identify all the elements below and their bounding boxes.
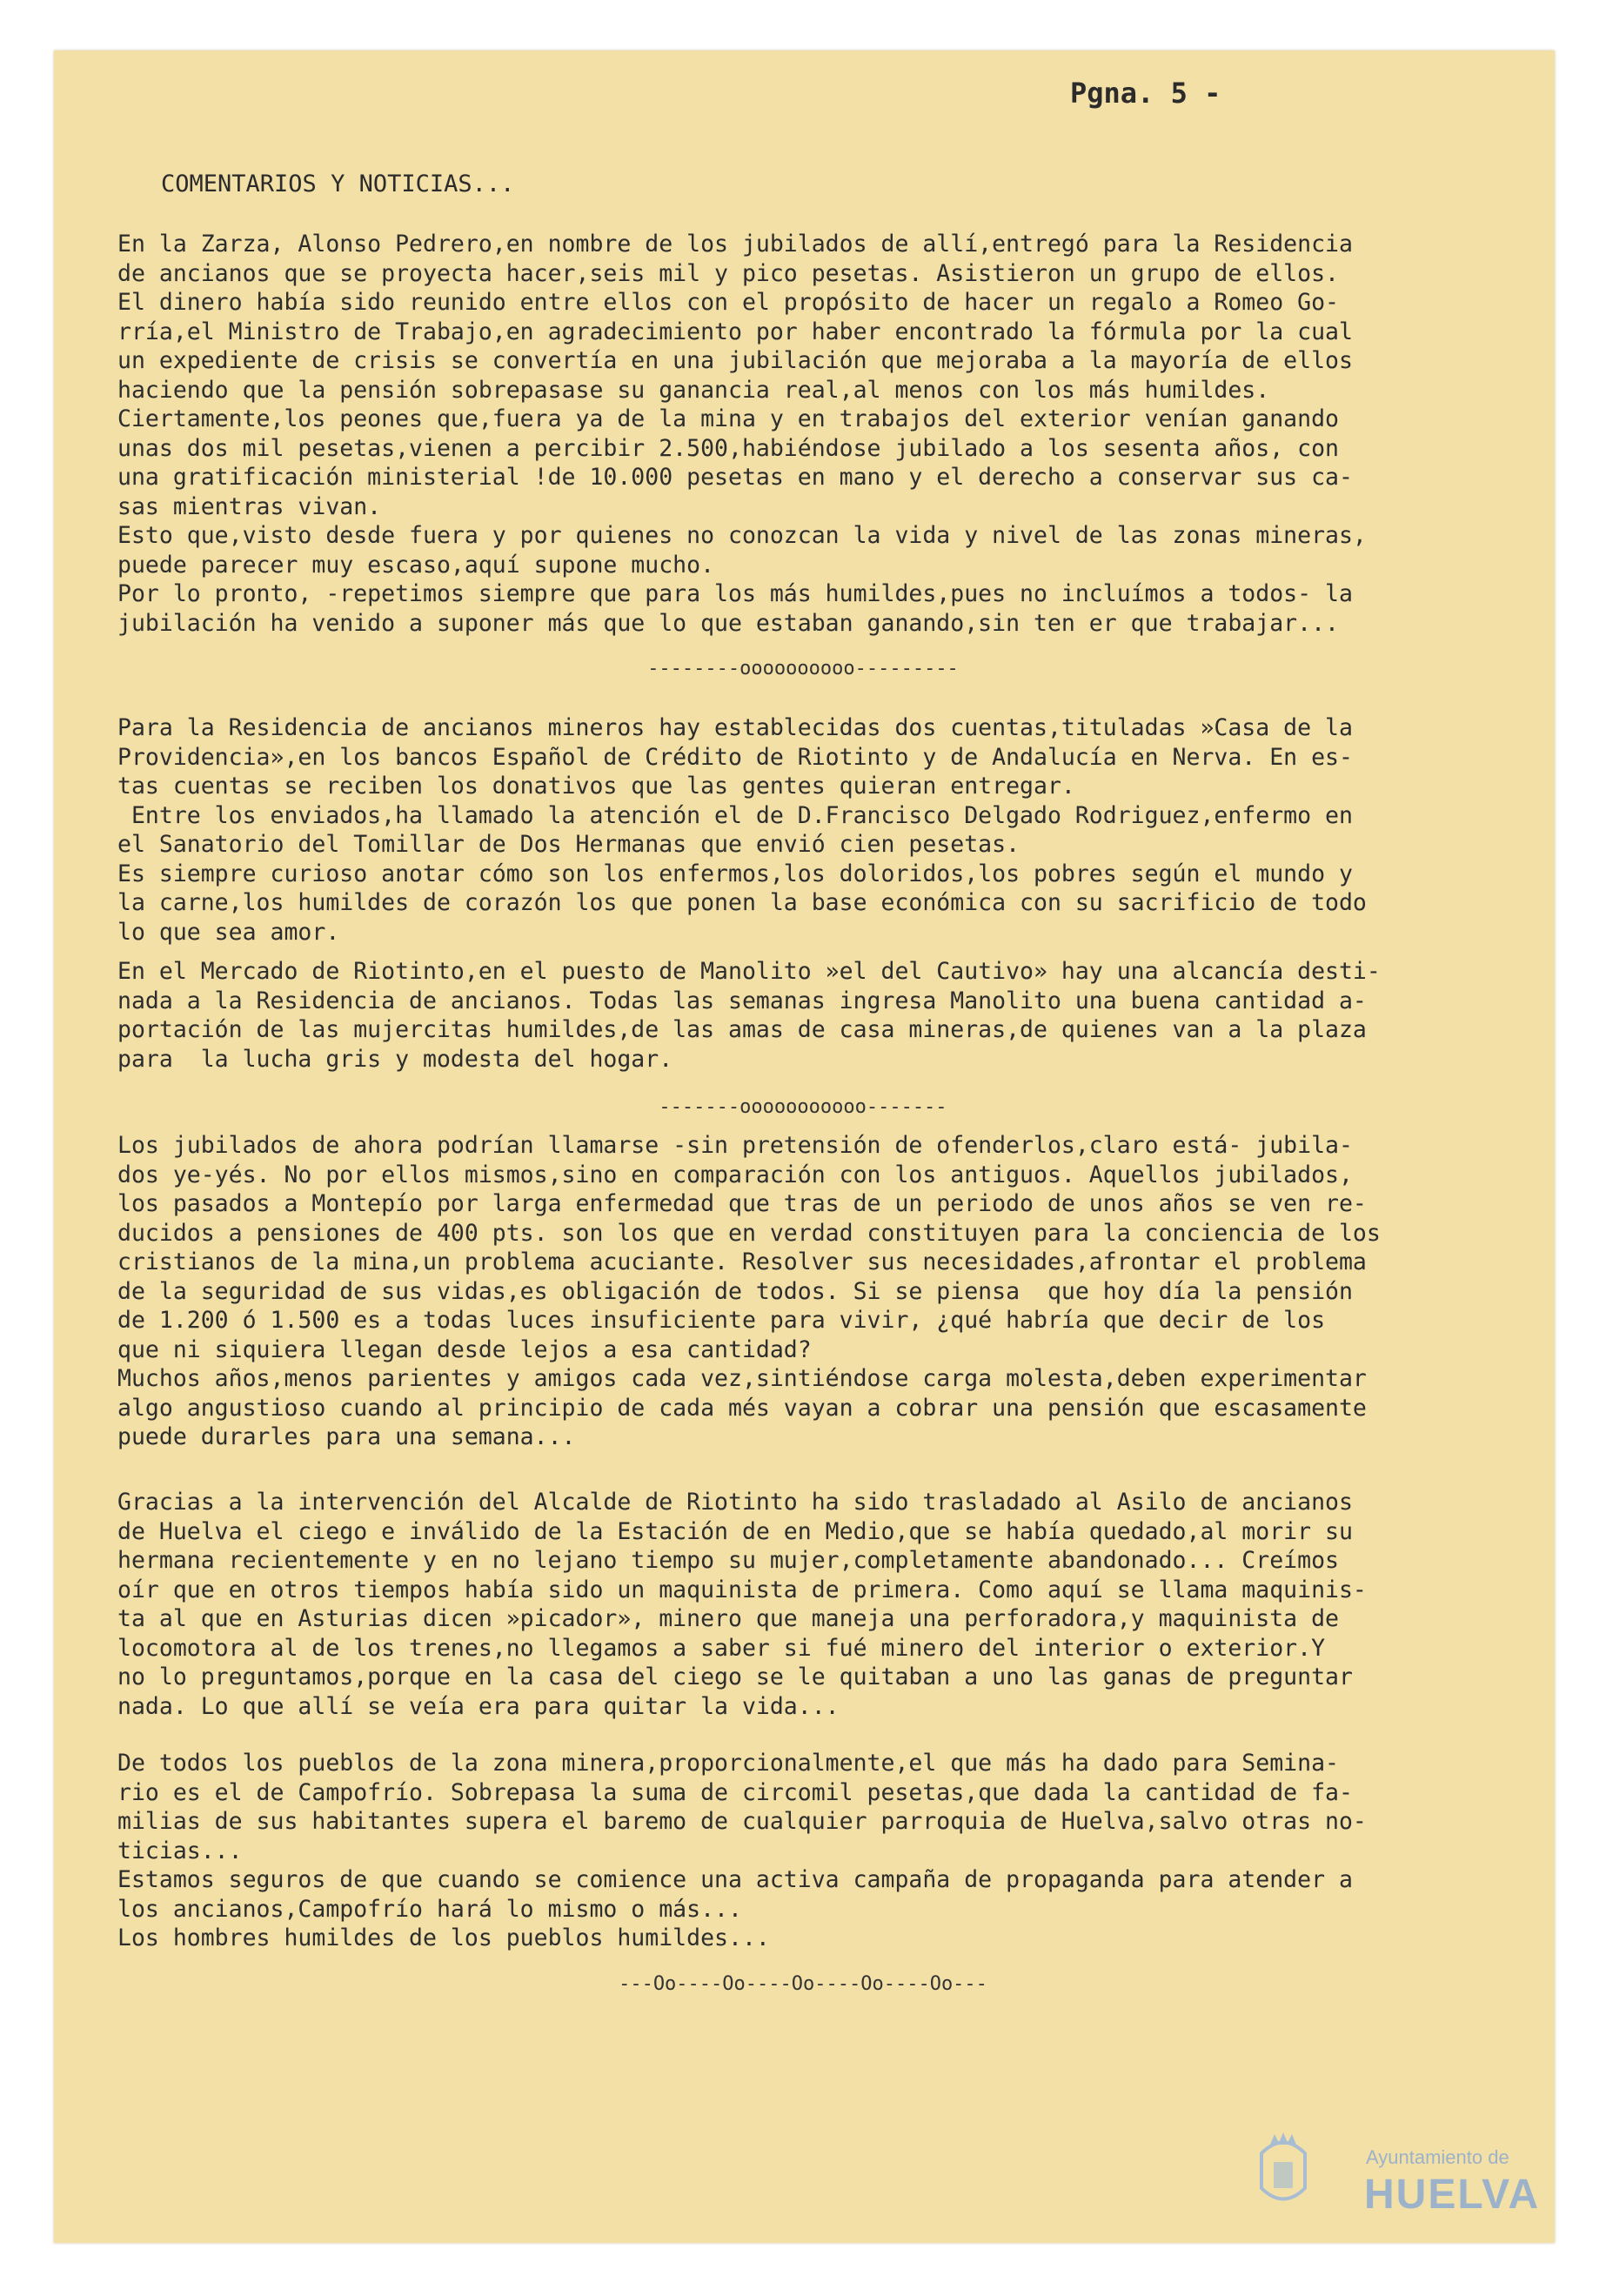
text-line: ticias... [117, 1837, 243, 1864]
text-line: de la seguridad de sus vidas,es obligación de todos. Si se piensa que hoy día la pensión [117, 1277, 1353, 1305]
text-line: la carne,los humildes de corazón los que ponen la base económica con su sacrificio de todo [117, 889, 1367, 916]
text-line: jubilación ha venido a suponer más que lo que estaban ganando,sin ten er que trabajar... [117, 609, 1339, 637]
text-line: Esto que,visto desde fuera y por quienes no conozcan la vida y nivel de las zonas mineras, [117, 522, 1367, 549]
text-line: tas cuentas se reciben los donativos que las gentes quieran entregar. [117, 773, 1075, 800]
text-line: nada. Lo que allí se veía era para quitar la vida... [117, 1692, 840, 1720]
text-line: haciendo que la pensión sobrepasase su ganancia real,al menos con los más humildes. [117, 376, 1270, 404]
text-line: Los hombres humildes de los pueblos humildes... [117, 1924, 770, 1951]
separator: -------ooooooooooo------- [659, 1096, 947, 1118]
watermark-line2: HUELVA [1364, 2172, 1541, 2218]
text-line: hermana recientemente y en no lejano tiempo su mujer,completamente abandonado... Creímos [117, 1547, 1339, 1574]
text-line: ducidos a pensiones de 400 pts. son los que en verdad constituyen para la conciencia de los [117, 1219, 1381, 1247]
separator: ---Oo----Oo----Oo----Oo----Oo--- [619, 1973, 987, 1995]
text-line: El dinero había sido reunido entre ellos con el propósito de hacer un regalo a Romeo Go- [117, 289, 1339, 316]
text-line: Muchos años,menos parientes y amigos cada vez,sintiéndose carga molesta,deben experimentar [117, 1365, 1367, 1392]
text-line: lo que sea amor. [117, 918, 340, 946]
text-line: portación de las mujercitas humildes,de las amas de casa mineras,de quienes van a la plaza [117, 1016, 1367, 1043]
paragraph-block [117, 1131, 1427, 1452]
text-line: que ni siquiera llegan desde lejos a esa cantidad? [117, 1335, 812, 1363]
text-line: ta al que en Asturias dicen »picador», minero que maneja una perforadora,y maquinista de [117, 1605, 1339, 1632]
text-line: un expediente de crisis se convertía en una jubilación que mejoraba a la mayoría de ellos [117, 347, 1353, 374]
text-line: Para la Residencia de ancianos mineros hay establecidas dos cuentas,tituladas »Casa de la [117, 714, 1353, 741]
text-line: Estamos seguros de que cuando se comience una activa campaña de propaganda para atender a [117, 1866, 1353, 1893]
text-line: para la lucha gris y modesta del hogar. [117, 1045, 673, 1073]
text-line: oír que en otros tiempos había sido un maquinista de primera. Como aquí se llama maquinis- [117, 1576, 1367, 1603]
text-line: puede parecer muy escaso,aquí supone mucho. [117, 551, 715, 579]
text-line: los pasados a Montepío por larga enfermedad que tras de un periodo de unos años se ven re- [117, 1190, 1367, 1217]
text-line: rio es el de Campofrío. Sobrepasa la suma de circomil pesetas,que dada la cantidad de fa- [117, 1778, 1353, 1806]
text-line: Los jubilados de ahora podrían llamarse -sin pretensión de ofenderlos,claro está- jubila- [117, 1132, 1353, 1159]
text-line: el Sanatorio del Tomillar de Dos Hermanas que envió cien pesetas. [117, 831, 1020, 858]
text-line: sas mientras vivan. [117, 492, 382, 520]
paragraph-block [117, 1488, 1427, 1721]
page-number: Pgna. 5 - [1070, 77, 1221, 110]
coat-of-arms-icon [1253, 2127, 1314, 2214]
paragraph-block [117, 230, 1427, 638]
text-line: milias de sus habitantes supera el baremo de cualquier parroquia de Huelva,salvo otras no- [117, 1808, 1367, 1835]
text-line: De todos los pueblos de la zona minera,proporcionalmente,el que más ha dado para Semina- [117, 1750, 1339, 1777]
text-line: Gracias a la intervención del Alcalde de Riotinto ha sido trasladado al Asilo de ancianos [117, 1489, 1353, 1516]
text-line: En el Mercado de Riotinto,en el puesto de Manolito »el del Cautivo» hay una alcancía desti- [117, 958, 1381, 985]
paragraph-block [117, 713, 1427, 947]
watermark-line1: Ayuntamiento de [1366, 2146, 1509, 2168]
text-line: una gratificación ministerial !de 10.000 pesetas en mano y el derecho a conservar sus ca- [117, 464, 1353, 491]
text-line: los ancianos,Campofrío hará lo mismo o más... [117, 1895, 742, 1923]
text-line: unas dos mil pesetas,vienen a percibir 2.500,habiéndose jubilado a los sesenta años, con [117, 434, 1339, 462]
text-line: Providencia»,en los bancos Español de Crédito de Riotinto y de Andalucía en Nerva. En es- [117, 743, 1353, 771]
text-line: de Huelva el ciego e inválido de la Estación de en Medio,que se había quedado,al morir su [117, 1517, 1353, 1545]
separator: --------oooooooooo--------- [647, 658, 959, 679]
section-header: COMENTARIOS Y NOTICIAS... [161, 171, 515, 197]
paragraph-block [117, 1749, 1427, 1953]
text-line: no lo preguntamos,porque en la casa del ciego se le quitaban a uno las ganas de preguntar [117, 1663, 1353, 1690]
text-line: Ciertamente,los peones que,fuera ya de la mina y en trabajos del exterior venían ganando [117, 405, 1339, 432]
watermark [1253, 2127, 1540, 2223]
text-line: de 1.200 ó 1.500 es a todas luces insuficiente para vivir, ¿qué habría que decir de los [117, 1307, 1326, 1334]
text-line: puede durarles para una semana... [117, 1423, 576, 1450]
text-line: rría,el Ministro de Trabajo,en agradecimiento por haber encontrado la fórmula por la cual [117, 318, 1353, 345]
paragraph-block [117, 957, 1427, 1074]
text-line: algo angustioso cuando al principio de cada més vayan a cobrar una pensión que escasamente [117, 1394, 1367, 1422]
text-line: Es siempre curioso anotar cómo son los enfermos,los doloridos,los pobres según el mundo y [117, 860, 1353, 887]
text-line: Entre los enviados,ha llamado la atención el de D.Francisco Delgado Rodriguez,enfermo en [117, 801, 1353, 829]
text-line: Por lo pronto, -repetimos siempre que para los más humildes,pues no incluímos a todos- la [117, 580, 1353, 607]
text-line: de ancianos que se proyecta hacer,seis mil y pico pesetas. Asistieron un grupo de ellos. [117, 259, 1339, 287]
text-line: En la Zarza, Alonso Pedrero,en nombre de los jubilados de allí,entregó para la Residencia [117, 231, 1353, 258]
text-line: locomotora al de los trenes,no llegamos a saber si fué minero del interior o exterior.Y [117, 1634, 1326, 1662]
text-line: dos ye-yés. No por ellos mismos,sino en comparación con los antiguos. Aquellos jubilados, [117, 1161, 1353, 1188]
text-line: nada a la Residencia de ancianos. Todas las semanas ingresa Manolito una buena cantidad a- [117, 987, 1367, 1014]
text-line: cristianos de la mina,un problema acuciante. Resolver sus necesidades,afrontar el problema [117, 1248, 1367, 1275]
